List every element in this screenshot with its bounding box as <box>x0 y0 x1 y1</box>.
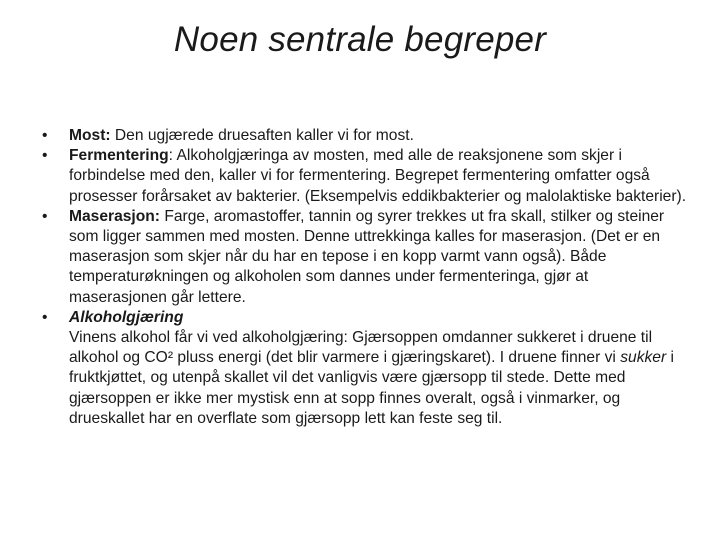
list-item <box>40 126 690 146</box>
bullet-icon: • <box>42 308 48 326</box>
emphasis-text: sukker <box>620 349 667 367</box>
term-label: Maserasjon: <box>69 207 160 225</box>
definition-text: : Alkoholgjæringa av mosten, med alle de reaksjonene som skjer i forbindelse med den, kaller vi for fermentering. Begrepet fermentering omfatter også prosesser forårsaket av bakterier. (Eksempelvis eddikbakterier og malolaktiske bakterier). <box>69 147 687 205</box>
bullet-icon: • <box>42 147 48 165</box>
term-label: Most: <box>69 127 111 144</box>
definition-text: Farge, aromastoffer, tannin og syrer trekkes ut fra skall, stilker og steiner som ligger sammen med mosten. Denne uttrekkinga kalles for maserasjon. (Det er en maserasjon som skjer når du har en tepose i en kopp varmt vann også). Både temperaturøkningen og alkoholen som dannes under fermenteringa, gjør at maserasjonen går lettere. <box>69 207 665 306</box>
slide-title: Noen sentrale begreper <box>173 20 547 59</box>
term-label: Fermentering <box>69 147 169 165</box>
definition-text-part: Vinens alkohol får vi ved alkoholgjæring: Gjærsoppen omdanner sukkeret i druene til alkohol og CO² pluss energi (det blir varmere i gjæringskaret). I druene finner vi <box>69 329 653 367</box>
definition-list <box>40 126 690 429</box>
term-label: Alkoholgjæring <box>69 308 184 326</box>
definition-text <box>69 328 690 429</box>
bullet-icon: • <box>42 127 48 144</box>
definition-text: Den ugjærede druesaften kaller vi for most. <box>110 127 414 144</box>
bullet-icon: • <box>42 207 48 225</box>
list-item <box>40 308 690 429</box>
definition-text-part: i fruktkjøttet, og utenpå skallet vil det vanligvis være gjærsopp til stede. Dette med gjærsoppen er ikke mer mystisk enn at sopp finnes overalt, også i vinmarker, og drueskallet har en overflate som gjærsopp lett kan feste seg til. <box>69 349 674 427</box>
list-item <box>40 207 690 308</box>
list-item <box>40 146 690 207</box>
